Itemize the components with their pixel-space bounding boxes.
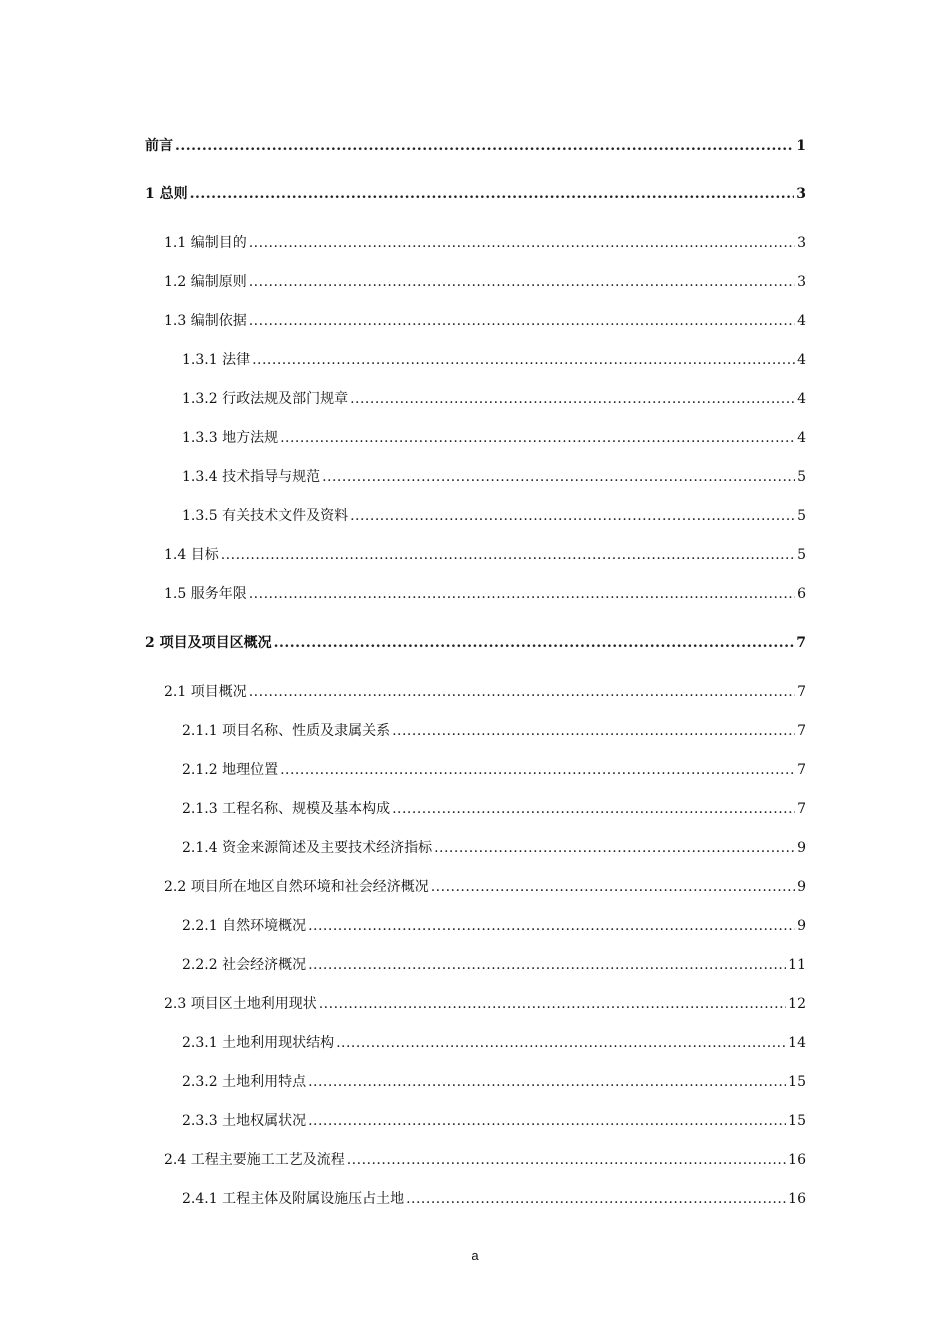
toc-entry-page-number: 16 (788, 1152, 806, 1168)
toc-entry-label: 2.1.1 项目名称、性质及隶属关系 (182, 723, 391, 739)
toc-entry[interactable] (164, 682, 806, 702)
toc-entry-page-number: 9 (797, 879, 806, 895)
toc-entry-page-number: 3 (797, 274, 806, 290)
toc-entry-page-number: 11 (788, 957, 806, 973)
toc-entry[interactable] (164, 1150, 806, 1170)
toc-dot-leader (308, 955, 786, 975)
toc-entry-page-number: 5 (797, 469, 806, 485)
toc-dot-leader (431, 877, 795, 897)
toc-entry[interactable] (182, 389, 806, 409)
toc-entry-label: 1.3 编制依据 (164, 313, 247, 329)
toc-entry-page-number: 3 (797, 235, 806, 251)
toc-entry-page-number: 15 (788, 1113, 806, 1129)
toc-entry-label: 2.3.2 土地利用特点 (182, 1074, 307, 1090)
toc-entry[interactable] (145, 184, 806, 204)
toc-entry-label: 1.5 服务年限 (164, 586, 247, 602)
toc-entry-page-number: 6 (797, 586, 806, 602)
toc-entry-label: 2 项目及项目区概况 (145, 635, 272, 651)
toc-dot-leader (308, 916, 795, 936)
toc-entry-page-number: 9 (797, 840, 806, 856)
toc-dot-leader (249, 272, 795, 292)
toc-entry[interactable] (164, 272, 806, 292)
toc-entry-label: 前言 (145, 138, 173, 154)
toc-dot-leader (280, 760, 795, 780)
toc-entry-page-number: 14 (788, 1035, 806, 1051)
toc-entry-page-number: 7 (797, 762, 806, 778)
toc-entry[interactable] (164, 545, 806, 565)
toc-entry-label: 2.3 项目区土地利用现状 (164, 996, 317, 1012)
toc-dot-leader (249, 311, 795, 331)
toc-dot-leader (280, 428, 795, 448)
toc-entry[interactable] (182, 428, 806, 448)
toc-dot-leader (249, 682, 795, 702)
toc-dot-leader (322, 467, 795, 487)
toc-dot-leader (350, 506, 795, 526)
toc-dot-leader (249, 584, 795, 604)
toc-entry[interactable] (182, 1033, 806, 1053)
toc-dot-leader (336, 1033, 786, 1053)
toc-entry-page-number: 7 (797, 801, 806, 817)
toc-dot-leader (406, 1189, 786, 1209)
toc-entry-page-number: 15 (788, 1074, 806, 1090)
toc-entry[interactable] (182, 1072, 806, 1092)
toc-entry-label: 1.3.4 技术指导与规范 (182, 469, 321, 485)
toc-entry[interactable] (182, 760, 806, 780)
toc-entry-label: 1.3.5 有关技术文件及资料 (182, 508, 349, 524)
toc-dot-leader (308, 1111, 786, 1131)
toc-dot-leader (350, 389, 795, 409)
toc-entry-label: 2.2.1 自然环境概况 (182, 918, 307, 934)
toc-entry-label: 1.4 目标 (164, 547, 219, 563)
toc-entry-label: 2.3.1 土地利用现状结构 (182, 1035, 335, 1051)
toc-entry-label: 1.1 编制目的 (164, 235, 247, 251)
toc-entry[interactable] (145, 136, 806, 156)
toc-entry[interactable] (182, 955, 806, 975)
toc-entry-page-number: 16 (788, 1191, 806, 1207)
toc-entry-page-number: 12 (788, 996, 806, 1012)
toc-entry-label: 2.3.3 土地权属状况 (182, 1113, 307, 1129)
toc-dot-leader (249, 233, 795, 253)
toc-entry[interactable] (164, 233, 806, 253)
toc-dot-leader (175, 136, 794, 156)
toc-entry-label: 2.4 工程主要施工工艺及流程 (164, 1152, 345, 1168)
toc-entry[interactable] (182, 506, 806, 526)
toc-entry-label: 2.2.2 社会经济概况 (182, 957, 307, 973)
toc-entry-page-number: 4 (797, 313, 806, 329)
toc-entry-page-number: 4 (797, 430, 806, 446)
toc-entry-label: 1.3.1 法律 (182, 352, 251, 368)
toc-entry-label: 2.1 项目概况 (164, 684, 247, 700)
toc-dot-leader (392, 799, 795, 819)
toc-dot-leader (319, 994, 786, 1014)
toc-dot-leader (434, 838, 795, 858)
toc-entry-label: 1 总则 (145, 186, 188, 202)
toc-entry-page-number: 7 (797, 723, 806, 739)
toc-entry-page-number: 5 (797, 547, 806, 563)
toc-entry[interactable] (182, 916, 806, 936)
page-footer-letter: a (471, 1248, 479, 1263)
toc-dot-leader (221, 545, 795, 565)
toc-entry-label: 1.3.2 行政法规及部门规章 (182, 391, 349, 407)
toc-dot-leader (347, 1150, 786, 1170)
toc-entry[interactable] (182, 467, 806, 487)
toc-entry-page-number: 7 (797, 684, 806, 700)
toc-entry-page-number: 5 (797, 508, 806, 524)
toc-entry-label: 2.4.1 工程主体及附属设施压占土地 (182, 1191, 405, 1207)
toc-entry-label: 2.1.2 地理位置 (182, 762, 279, 778)
toc-entry-page-number: 4 (797, 352, 806, 368)
toc-entry[interactable] (182, 838, 806, 858)
toc-entry-page-number: 9 (797, 918, 806, 934)
toc-entry[interactable] (164, 311, 806, 331)
toc-dot-leader (308, 1072, 786, 1092)
toc-entry[interactable] (182, 1189, 806, 1209)
toc-entry-label: 1.3.3 地方法规 (182, 430, 279, 446)
toc-entry[interactable] (164, 877, 806, 897)
toc-dot-leader (190, 184, 795, 204)
toc-entry-page-number: 1 (796, 138, 806, 154)
toc-entry[interactable] (164, 994, 806, 1014)
toc-entry-page-number: 7 (796, 635, 806, 651)
toc-entry[interactable] (182, 1111, 806, 1131)
toc-entry-label: 1.2 编制原则 (164, 274, 247, 290)
toc-dot-leader (252, 350, 795, 370)
toc-entry[interactable] (182, 799, 806, 819)
toc-dot-leader (392, 721, 795, 741)
toc-entry[interactable] (164, 584, 806, 604)
toc-entry-label: 2.1.3 工程名称、规模及基本构成 (182, 801, 391, 817)
toc-entry[interactable] (182, 721, 806, 741)
toc-entry-page-number: 4 (797, 391, 806, 407)
toc-entry[interactable] (182, 350, 806, 370)
toc-dot-leader (274, 633, 795, 653)
toc-entry-label: 2.1.4 资金来源简述及主要技术经济指标 (182, 840, 433, 856)
toc-entry[interactable] (145, 633, 806, 653)
toc-entry-page-number: 3 (796, 186, 806, 202)
toc-entry-label: 2.2 项目所在地区自然环境和社会经济概况 (164, 879, 429, 895)
